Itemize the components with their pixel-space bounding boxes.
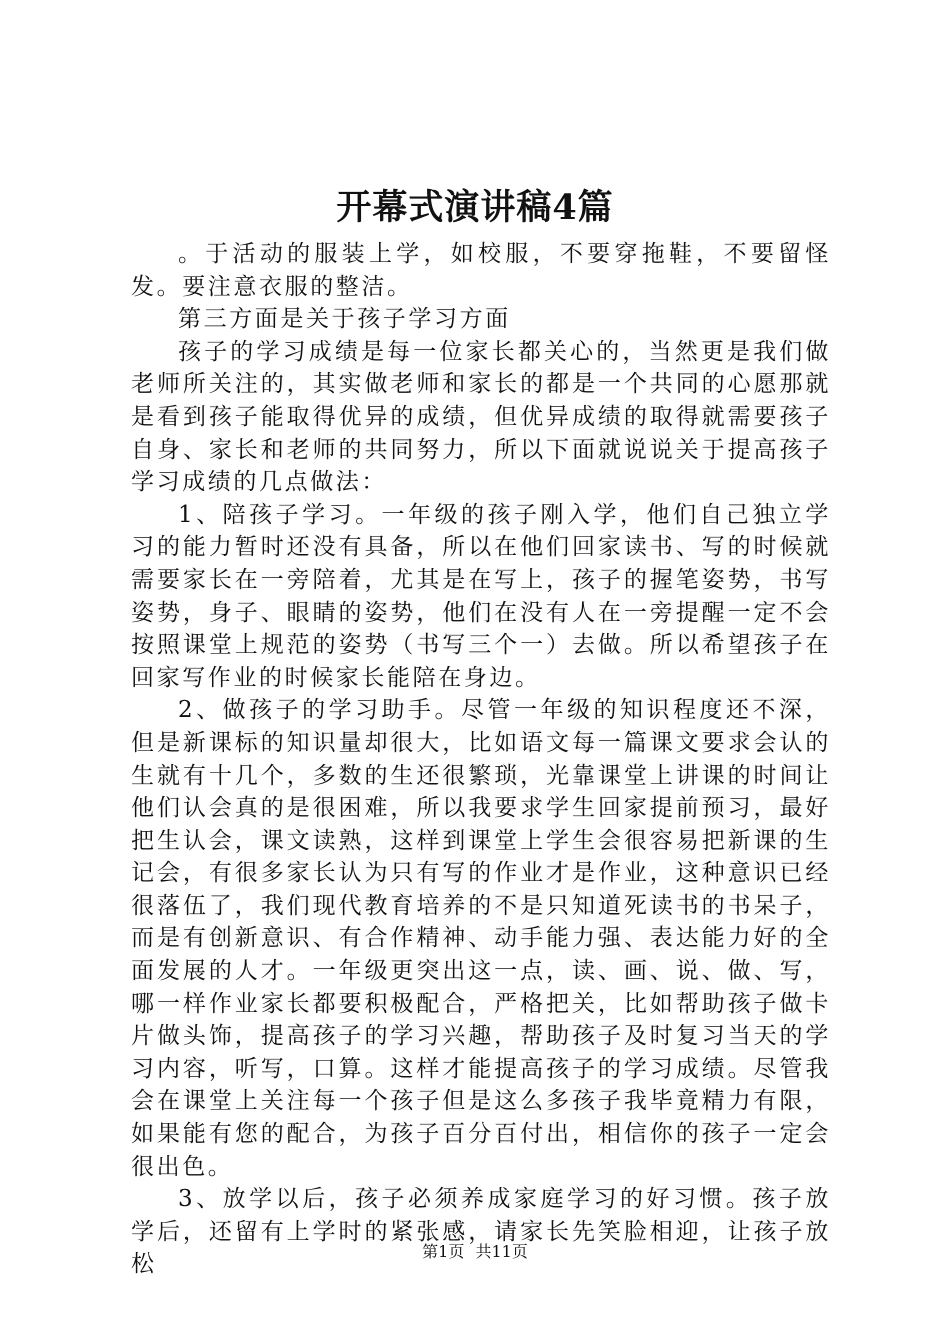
paragraph: 1、陪孩子学习。一年级的孩子刚入学，他们自己独立学习的能力暂时还没有具备，所以在他们回家读书、写的时候就需要家长在一旁陪着，尤其是在写上，孩子的握笔姿势，书写姿势，身子、眼睛的姿势，他们在没有人在一旁提醒一定不会按照课堂上规范的姿势（书写三个一）去做。所以希望孩子在回家写作业的时候家长能陪在身边。 [131,501,831,691]
document-body [131,238,831,1281]
paragraph: 2、做孩子的学习助手。尽管一年级的知识程度还不深，但是新课标的知识量却很大，比如语文每一篇课文要求会认的生就有十几个，多数的生还很繁琐，光靠课堂上讲课的时间让他们认会真的是很困难，所以我要求学生回家提前预习，最好把生认会，课文读熟，这样到课堂上学生会很容易把新课的生记会，有很多家长认为只有写的作业才是作业，这种意识已经很落伍了，我们现代教育培养的不是只知道死读书的书呆子，而是有创新意识、有合作精神、动手能力强、表达能力好的全面发展的人才。一年级更突出这一点，读、画、说、做、写，哪一样作业家长都要积极配合，严格把关，比如帮助孩子做卡片做头饰，提高孩子的学习兴趣，帮助孩子及时复习当天的学习内容，听写，口算。这样才能提高孩子的学习成绩。尽管我会在课堂上关注每一个孩子但是这么多孩子我毕竟精力有限，如果能有您的配合，为孩子百分百付出，相信你的孩子一定会很出色。 [131,697,831,1180]
paragraph: 第三方面是关于孩子学习方面 [178,306,511,333]
document-title: 开幕式演讲稿4篇 [336,187,614,228]
page-number: 第1页 [422,1242,465,1261]
paragraph: 孩子的学习成绩是每一位家长都关心的，当然更是我们做老师所关注的，其实做老师和家长的都是一个共同的心愿那就是看到孩子能取得优异的成绩，但优异成绩的取得就需要孩子自身、家长和老师的共同努力，所以下面就说说关于提高孩子学习成绩的几点做法： [131,338,831,496]
paragraph: 3、放学以后，孩子必须养成家庭学习的好习惯。孩子放学后，还留有上学时的紧张感，请家长先笑脸相迎，让孩子放松 [131,1186,831,1278]
page-footer [0,1241,950,1263]
paragraph: 。于活动的服装上学，如校服，不要穿拖鞋，不要留怪发。要注意衣服的整洁。 [131,241,831,300]
page-total: 共11页 [475,1242,528,1261]
